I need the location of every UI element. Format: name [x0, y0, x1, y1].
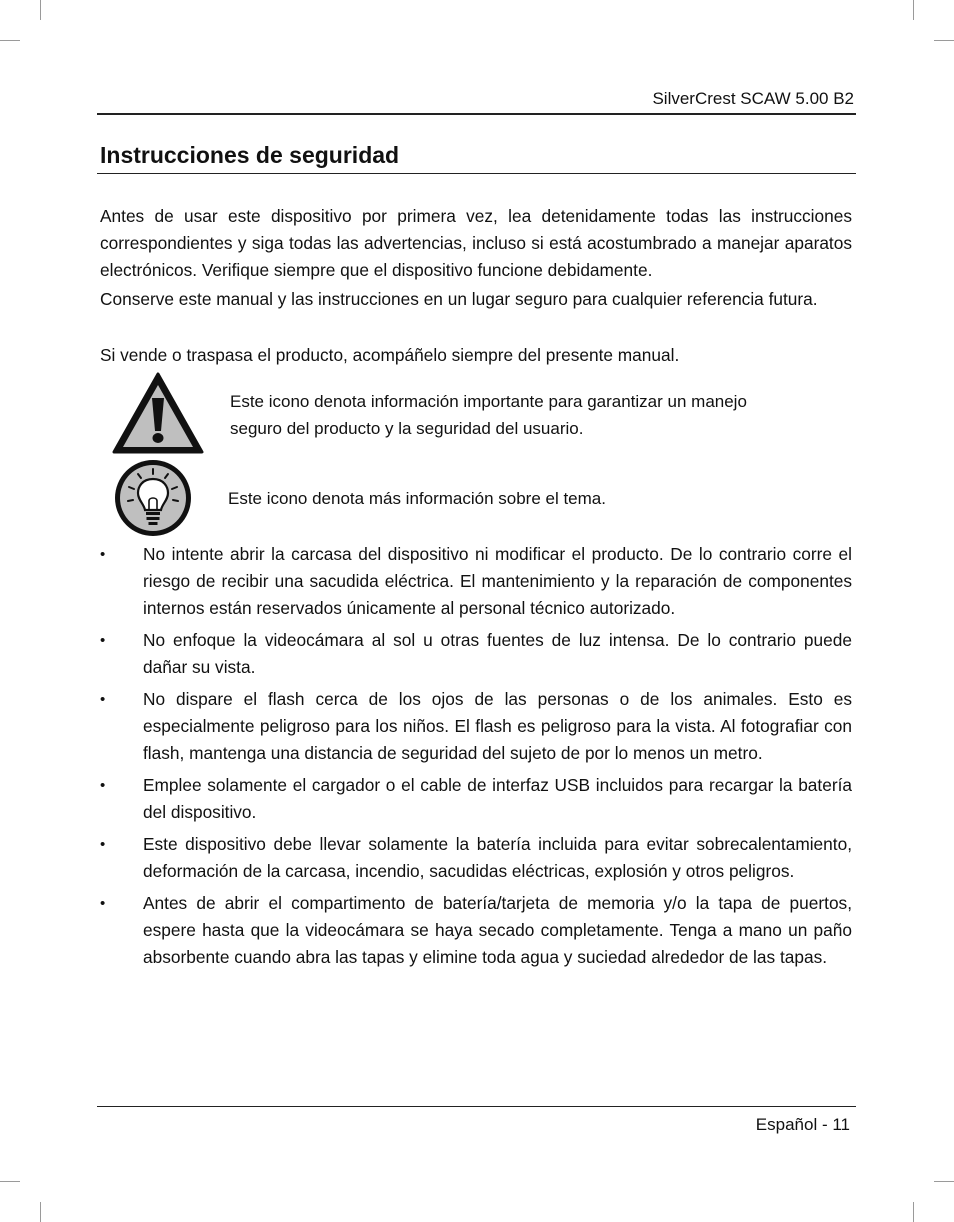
crop-mark: [0, 40, 20, 41]
list-item-text: No dispare el flash cerca de los ojos de las personas o de los animales. Esto es especialmente peligroso para los niños. El flash es peligroso para la vista. Al fotografiar con flash, mantenga una distancia de seguridad del sujeto de por lo menos un metro.: [143, 689, 852, 763]
warning-icon-description: Este icono denota información importante para garantizar un manejo seguro del producto y la seguridad del usuario.: [230, 392, 747, 438]
lightbulb-icon: [111, 457, 195, 539]
bullet-glyph: •: [100, 777, 106, 794]
bullet-glyph: •: [100, 632, 106, 649]
crop-mark: [934, 1181, 954, 1182]
title-rule: [97, 173, 856, 174]
list-item: [100, 541, 852, 622]
crop-mark: [40, 1202, 41, 1222]
bullet-glyph: •: [100, 836, 106, 853]
list-item-text: No intente abrir la carcasa del dispositivo ni modificar el producto. De lo contrario corre el riesgo de recibir una sacudida eléctrica. El mantenimiento y la reparación de componentes internos están reservados únicamente al personal técnico autorizado.: [143, 544, 852, 618]
list-item: [100, 831, 852, 885]
list-item: [100, 627, 852, 681]
footer-rule: [97, 1106, 856, 1107]
list-item-text: Emplee solamente el cargador o el cable de interfaz USB incluidos para recargar la batería del dispositivo.: [143, 775, 852, 822]
info-icon-description: Este icono denota más información sobre el tema.: [228, 489, 606, 508]
page-number: Español - 11: [755, 1115, 850, 1134]
list-item: [100, 890, 852, 971]
header-rule: [97, 113, 856, 115]
crop-mark: [913, 1202, 914, 1222]
list-item: [100, 686, 852, 767]
list-item: [100, 772, 852, 826]
crop-mark: [913, 0, 914, 20]
list-item-text: No enfoque la videocámara al sol u otras fuentes de luz intensa. De lo contrario puede dañar su vista.: [143, 630, 852, 677]
safety-bullet-list: [100, 541, 852, 976]
warning-triangle-icon: [111, 371, 205, 455]
header-product-name: SilverCrest SCAW 5.00 B2: [652, 89, 854, 108]
list-item-text: Este dispositivo debe llevar solamente la batería incluida para evitar sobrecalentamiento, deformación de la carcasa, incendio, sacudidas eléctricas, explosión y otros peligros.: [143, 834, 852, 881]
bullet-glyph: •: [100, 691, 106, 708]
intro-paragraph: Si vende o traspasa el producto, acompáñelo siempre del presente manual.: [100, 345, 680, 365]
bullet-glyph: •: [100, 895, 106, 912]
intro-paragraph: Antes de usar este dispositivo por primera vez, lea detenidamente todas las instrucciones correspondientes y siga todas las advertencias, incluso si está acostumbrado a manejar aparatos electrónicos. Verifique siempre que el dispositivo funcione debidamente.: [100, 206, 852, 280]
crop-mark: [0, 1181, 20, 1182]
intro-paragraph: Conserve este manual y las instrucciones en un lugar seguro para cualquier referencia futura.: [100, 289, 818, 309]
list-item-text: Antes de abrir el compartimento de batería/tarjeta de memoria y/o la tapa de puertos, espere hasta que la videocámara se haya secado completamente. Tenga a mano un paño absorbente cuando abra las tapas y elimine toda agua y suciedad alrededor de las tapas.: [143, 893, 852, 967]
section-title: Instrucciones de seguridad: [100, 142, 400, 168]
crop-mark: [40, 0, 41, 20]
bullet-glyph: •: [100, 546, 106, 563]
crop-mark: [934, 40, 954, 41]
